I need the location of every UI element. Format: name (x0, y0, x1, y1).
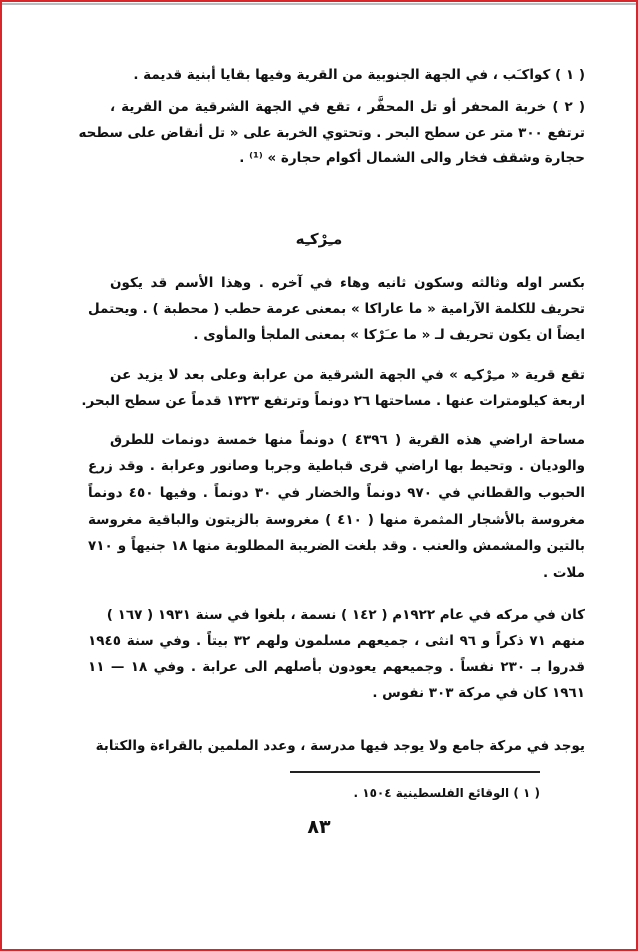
body-line: كان في مركه في عام ١٩٢٢م ( ١٤٢ ) نسمة ، بلغوا في سنة ١٩٣١ ( ١٦٧ ) (106, 607, 585, 623)
note-line: ترتفع ٣٠٠ متر عن سطح البحر . وتحتوي الخربة على « تل أنقاض على سطحه (78, 125, 585, 141)
section-title: مـِرْكـِه (295, 230, 343, 248)
note-line: ( ١ ) كواكـَب ، في الجهة الجنوبية من القرية وفيها بقايا أبنية قديمة . (133, 67, 585, 83)
page-number: ٨٣ (307, 816, 331, 838)
body-line: مساحة اراضي هذه القرية ( ٤٣٩٦ ) دونماً منها خمسة دونمات للطرق (110, 432, 585, 448)
body-line: والوديان . وتحيط بها اراضي قرى قباطية وجربا وصانور وعرابة . وقد زرع (88, 458, 585, 474)
body-line: ١٩٦١ كان في مركة ٣٠٣ نفوس . (372, 685, 585, 701)
body-line: قدروا بـ ٢٣٠ نفساً . وجميعهم يعودون بأصلهم الى عرابة . وفي ١٨ — ١١ (88, 659, 585, 675)
body-line: مغروسة بالأشجار المثمرة منها ( ٤١٠ ) مغروسة بالزيتون والباقية مغروسة (88, 512, 585, 528)
note-line: حجارة وشقف فخار والى الشمال أكوام حجارة » ⁽¹⁾ . (239, 150, 585, 166)
note-line: ( ٢ ) خربة المحفر أو تل المحفَّر ، تقع في الجهة الشرقية من القرية ، (110, 99, 585, 115)
body-line: يوجد في مركة جامع ولا يوجد فيها مدرسة ، وعدد الملمين بالقراءة والكتابة (95, 738, 585, 754)
body-line: الحبوب والقطاني في ٩٧٠ دونماً والخضار في ٣٠ دونماً . وفيها ٤٥٠ دونماً (88, 485, 585, 501)
footnote: ( ١ ) الوقائع الفلسطينية ١٥٠٤ . (353, 786, 540, 800)
top-divider (2, 3, 636, 5)
body-line: اربعة كيلومترات عنها . مساحتها ٢٦ دونماً وترتفع ١٣٢٣ قدماً عن سطح البحر. (81, 393, 585, 409)
body-line: منهم ٧١ ذكراً و ٩٦ انثى ، جميعهم مسلمون ولهم ٣٢ بيتاً . وفي سنة ١٩٤٥ (88, 633, 585, 649)
footnote-divider (290, 771, 540, 773)
body-line: ايضاً ان يكون تحريف لـ « ما عـَرْكا » بمعنى الملجأ والمأوى . (193, 327, 585, 343)
body-line: ملات . (542, 565, 585, 581)
body-line: تقع قرية « مـِرْكـِه » في الجهة الشرقية من عرابة وعلى بعد لا يزيد عن (110, 367, 585, 383)
body-line: بالتين والمشمش والعنب . وقد بلغت الضريبة المطلوبة منها ١٨ جنيهاً و ٧١٠ (88, 538, 585, 554)
body-line: بكسر اوله وثالثه وسكون ثانيه وهاء في آخره . وهذا الأسم قد يكون (110, 275, 585, 291)
body-line: تحريف للكلمة الآرامية « ما عاراكا » بمعنى عرمة حطب ( محطبة ) . ويحتمل (88, 301, 585, 317)
